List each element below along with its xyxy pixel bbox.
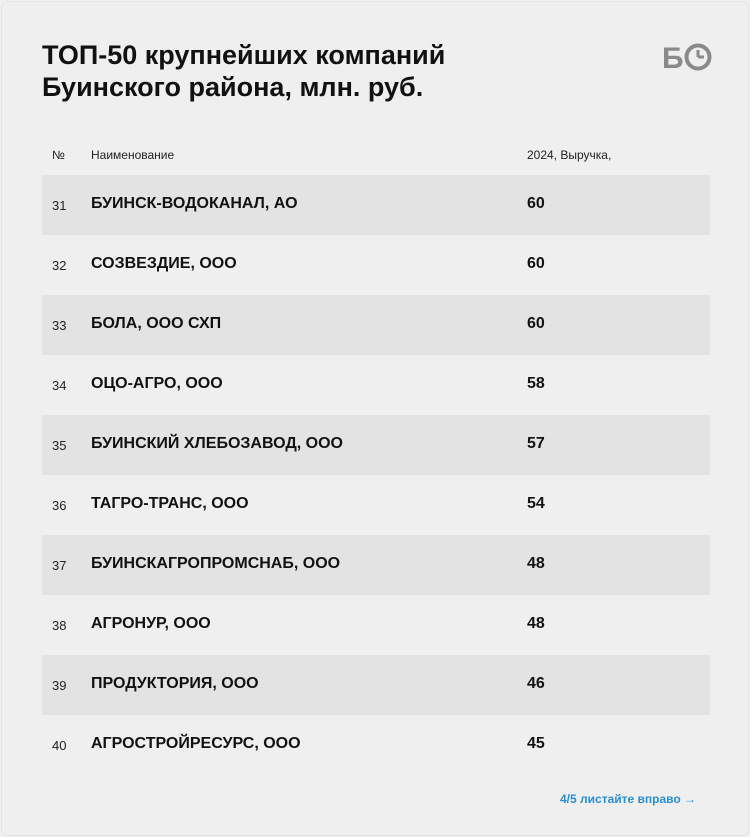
row-number: 36	[52, 498, 67, 513]
row-number: 37	[52, 558, 67, 573]
table-body	[42, 175, 710, 775]
company-name: АГРОНУР, ООО	[91, 615, 211, 632]
company-name: АГРОСТРОЙРЕСУРС, ООО	[91, 735, 301, 752]
table-row	[42, 595, 710, 655]
table-row	[42, 175, 710, 235]
page-title	[42, 39, 582, 103]
row-number: 34	[52, 378, 67, 393]
company-name: БОЛА, ООО СХП	[91, 315, 222, 332]
next-page-link[interactable]: 4/5 листайте вправо →	[560, 792, 697, 806]
title-line-2: Буинского района, млн. руб.	[42, 72, 424, 102]
company-name: ПРОДУКТОРИЯ, ООО	[91, 675, 259, 692]
column-header-name: Наименование	[91, 148, 175, 162]
row-number: 35	[52, 438, 67, 453]
row-number: 40	[52, 738, 67, 753]
row-number: 38	[52, 618, 67, 633]
revenue-value: 60	[527, 315, 545, 332]
title-line-1: ТОП-50 крупнейших компаний	[42, 40, 446, 70]
revenue-value: 58	[527, 375, 545, 392]
slide-card	[1, 1, 749, 836]
table-row	[42, 535, 710, 595]
revenue-value: 57	[527, 435, 545, 452]
logo-letter: Б	[662, 42, 684, 72]
revenue-value: 48	[527, 615, 545, 632]
table-row	[42, 295, 710, 355]
row-number: 39	[52, 678, 67, 693]
company-name: СОЗВЕЗДИЕ, ООО	[91, 255, 237, 272]
row-number: 31	[52, 198, 67, 213]
company-name: ОЦО-АГРО, ООО	[91, 375, 223, 392]
clock-icon	[662, 40, 714, 72]
revenue-value: 60	[527, 195, 545, 212]
company-name: ТАГРО-ТРАНС, ООО	[91, 495, 249, 512]
table-header	[42, 146, 710, 166]
company-name: БУИНСКАГРОПРОМСНАБ, ООО	[91, 555, 341, 572]
table-row	[42, 415, 710, 475]
revenue-value: 45	[527, 735, 545, 752]
table-row	[42, 355, 710, 415]
column-header-number: №	[52, 148, 65, 162]
revenue-value: 48	[527, 555, 545, 572]
company-name: БУИНСК-ВОДОКАНАЛ, АО	[91, 195, 298, 212]
revenue-value: 46	[527, 675, 545, 692]
table-row	[42, 235, 710, 295]
row-number: 33	[52, 318, 67, 333]
revenue-value: 54	[527, 495, 545, 512]
table-row	[42, 655, 710, 715]
revenue-value: 60	[527, 255, 545, 272]
table-row	[42, 475, 710, 535]
company-name: БУИНСКИЙ ХЛЕБОЗАВОД, ООО	[91, 435, 343, 452]
column-header-revenue: 2024, Выручка,	[527, 148, 612, 162]
row-number: 32	[52, 258, 67, 273]
table-row	[42, 715, 710, 775]
bo-logo	[662, 40, 714, 72]
